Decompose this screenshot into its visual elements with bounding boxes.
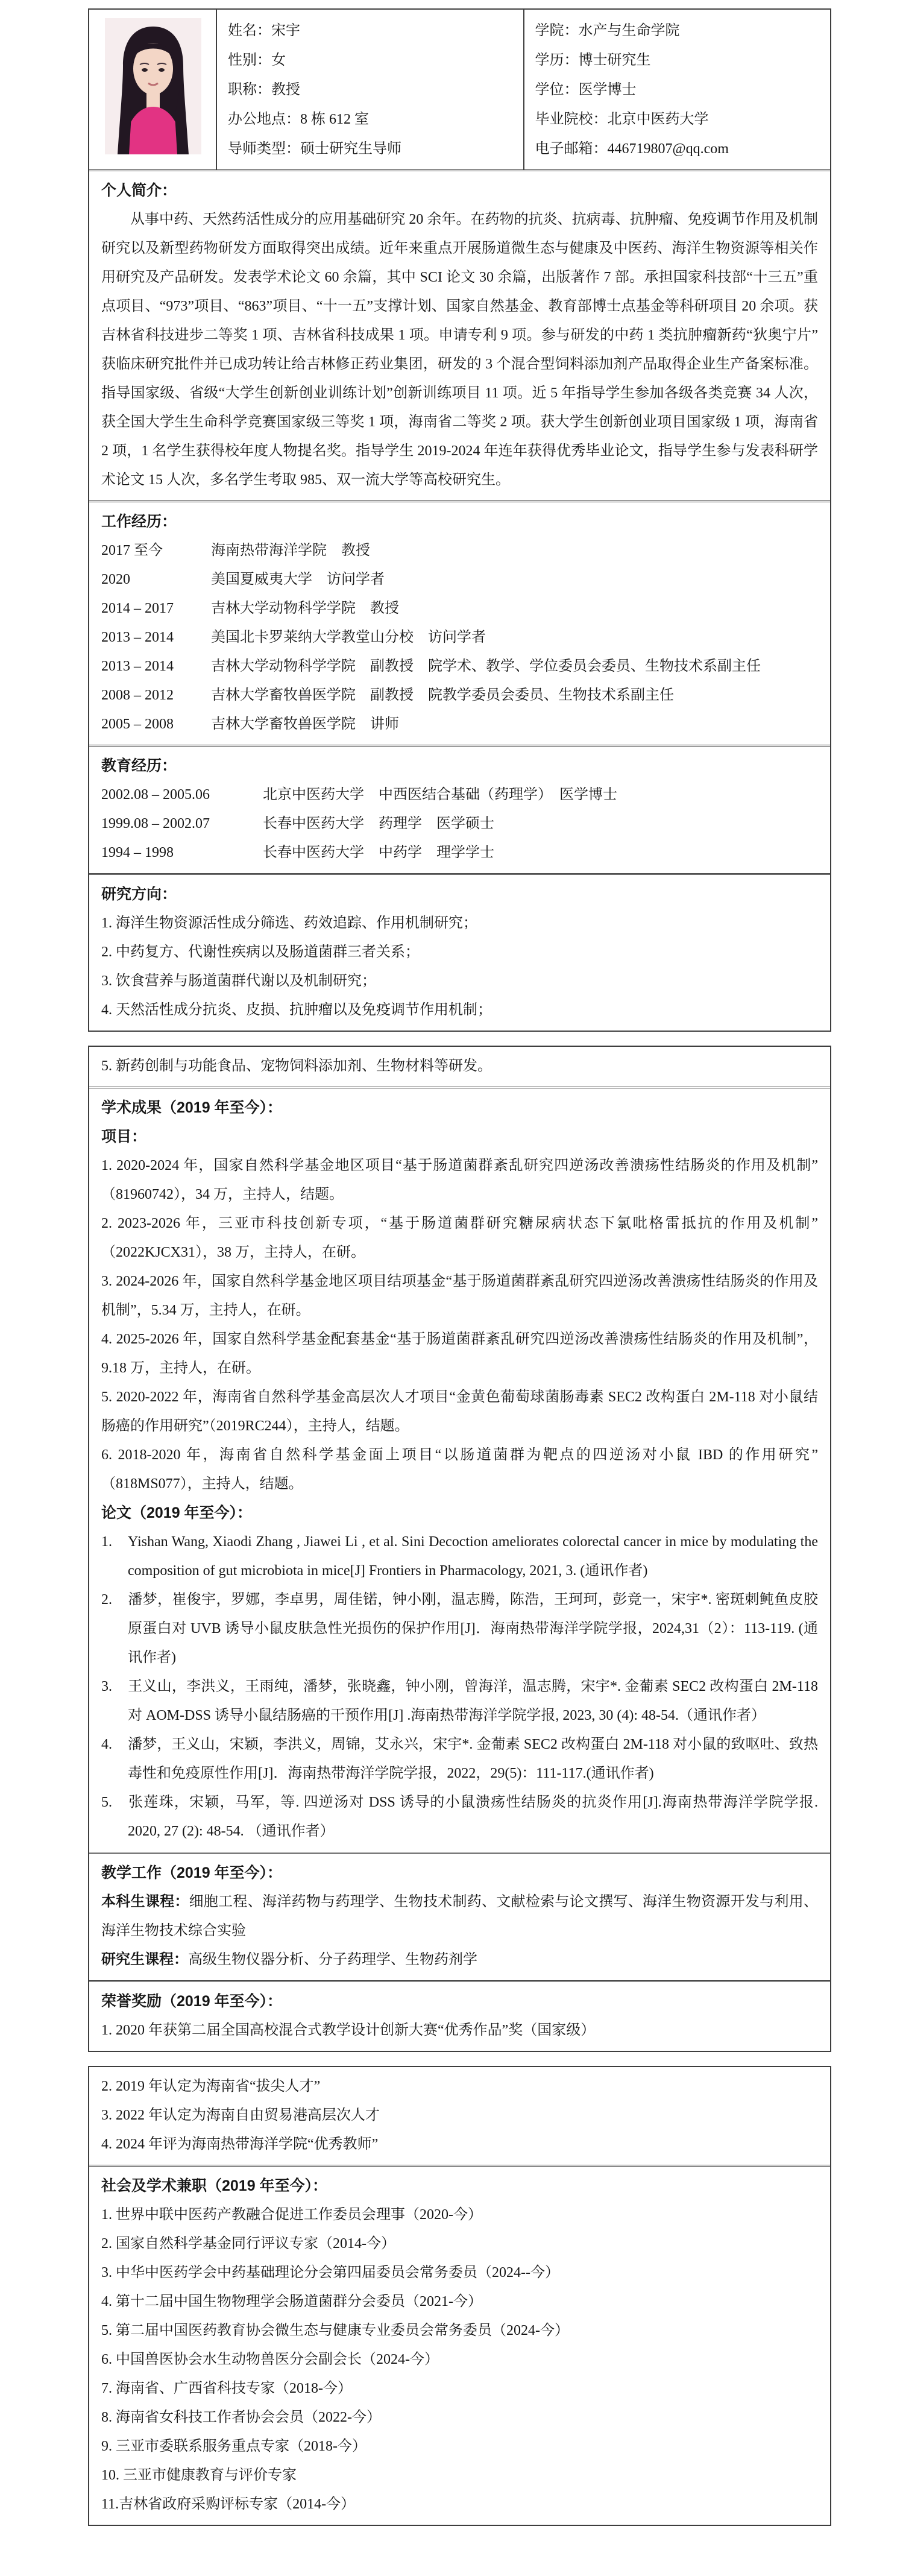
course-text: 细胞工程、海洋药物与药理学、生物技术制药、文献检索与论文撰写、海洋生物资源开发与利用、海洋生物技术综合实验 bbox=[101, 1894, 818, 1939]
research-heading: 研究方向： bbox=[101, 886, 177, 903]
page-1-table bbox=[88, 8, 831, 1032]
field-value: 女 bbox=[271, 52, 286, 68]
section-work bbox=[89, 500, 830, 745]
field-value: 水产与生命学院 bbox=[578, 23, 680, 39]
service-item: 4. 第十二届中国生物物理学会肠道菌群分会委员（2021-今） bbox=[101, 2294, 482, 2309]
field-value: 博士研究生 bbox=[578, 52, 651, 68]
paper-item bbox=[101, 1527, 818, 1585]
course-line bbox=[101, 1887, 818, 1945]
work-detail: 吉林大学动物科学学院 教授 bbox=[211, 601, 399, 616]
paper-item bbox=[101, 1788, 818, 1846]
edu-row bbox=[101, 780, 818, 809]
edu-heading: 教育经历： bbox=[101, 757, 177, 774]
course-line bbox=[101, 1945, 818, 1974]
section-edu bbox=[89, 745, 830, 873]
research-item: 2. 中药复方、代谢性疾病以及肠道菌群三者关系； bbox=[101, 944, 420, 960]
project-item: 4. 2025-2026 年，国家自然科学基金配套基金“基于肠道菌群紊乱研究四逆汤改善溃疡性结肠炎的作用及机制”，9.18 万，主持人，在研。 bbox=[101, 1331, 818, 1376]
honor-item: 3. 2022 年认定为海南自由贸易港高层次人才 bbox=[101, 2107, 380, 2123]
work-rows bbox=[101, 536, 818, 739]
paper-text: 王义山，李洪义，王雨纯，潘梦，张晓鑫，钟小刚，曾海洋，温志腾，宋宇*. 金葡素 SEC2 改构蛋白 2M-118 对 AOM-DSS 诱导小鼠结肠癌的干预作用[J] .海南热带海洋学院学报, 2023, 30 (4): 48-54.（通讯作者） bbox=[128, 1679, 818, 1723]
paper-item bbox=[101, 1730, 818, 1788]
research-item: 1. 海洋生物资源活性成分筛选、药效追踪、作用机制研究； bbox=[101, 915, 477, 931]
work-period: 2020 bbox=[101, 572, 130, 587]
service-item: 8. 海南省女科技工作者协会会员（2022-今） bbox=[101, 2410, 381, 2425]
paper-item bbox=[101, 1672, 818, 1730]
work-detail: 吉林大学动物科学学院 副教授 院学术、教学、学位委员会委员、生物技术系副主任 bbox=[211, 658, 761, 674]
paper-number: 3. bbox=[101, 1679, 112, 1694]
research-item: 3. 饮食营养与肠道菌群代谢以及机制研究； bbox=[101, 973, 376, 989]
section-honors bbox=[89, 1980, 830, 2051]
section-research-continued bbox=[89, 1047, 830, 1087]
page-3-table bbox=[88, 2066, 831, 2526]
work-row bbox=[101, 681, 818, 710]
work-detail: 海南热带海洋学院 教授 bbox=[211, 543, 370, 558]
header-info-table bbox=[89, 10, 830, 171]
edu-period: 1999.08 – 2002.07 bbox=[101, 816, 210, 832]
header-field bbox=[228, 105, 520, 134]
intro-paragraph: 从事中药、天然药活性成分的应用基础研究 20 余年。在药物的抗炎、抗病毒、抗肿瘤、免疫调节作用及机制研究以及新型药物研发方面取得突出成绩。近年来重点开展肠道微生态与健康及中医药、海洋生物资源等相关作用研究及产品研发。发表学术论文 60 余篇，其中 SCI 论文 30 余篇，出版著作 7 部。承担国家科技部“十三五”重点项目、“973”项目、“863”项目、“十一五”支撑计划、国家自然基金、教育部博士点基金等科研项目 20 余项。获吉林省科技进步二等奖 1 项、吉林省科技成果 1 项。申请专利 9 项。参与研发的中药 1 类抗肿瘤新药“狄奥宁片”获临床研究批件并已成功转让给吉林修正药业集团，研发的 3 个混合型饲料添加剂产品取得企业生产备案标准。指导国家级、省级“大学生创新创业训练计划”创新训练项目 11 项。近 5 年指导学生参加各级各类竞赛 34 人次，获全国大学生生命科学竞赛国家级三等奖 1 项，海南省二等奖 2 项。获大学生创新创业项目国家级 1 项，海南省 2 项，1 名学生获得校年度人物提名奖。指导学生 2019-2024 年连年获得优秀毕业论文，指导学生参与发表科研学术论文 15 人次，多名学生考取 985、双一流大学等高校研究生。 bbox=[101, 212, 818, 488]
field-label: 性别： bbox=[228, 52, 271, 68]
edu-detail: 北京中医药大学 中西医结合基础（药理学） 医学博士 bbox=[263, 787, 617, 803]
honors-heading: 荣誉奖励（2019 年至今）： bbox=[101, 1993, 283, 2010]
edu-period: 1994 – 1998 bbox=[101, 845, 174, 860]
course-label: 本科生课程： bbox=[101, 1893, 189, 1910]
portrait-photo bbox=[105, 18, 201, 154]
edu-detail: 长春中医药大学 中药学 理学学士 bbox=[263, 845, 494, 860]
service-item: 1. 世界中联中医药产教融合促进工作委员会理事（2020-今） bbox=[101, 2207, 482, 2223]
work-row bbox=[101, 565, 818, 594]
field-label: 姓名： bbox=[228, 23, 271, 39]
work-period: 2014 – 2017 bbox=[101, 601, 174, 616]
field-value: 宋宇 bbox=[271, 23, 300, 39]
service-items bbox=[101, 2200, 818, 2519]
honor-item: 4. 2024 年评为海南热带海洋学院“优秀教师” bbox=[101, 2136, 379, 2152]
course-label: 研究生课程： bbox=[101, 1951, 188, 1968]
service-item: 9. 三亚市委联系服务重点专家（2018-今） bbox=[101, 2439, 367, 2454]
service-heading: 社会及学术兼职（2019 年至今）： bbox=[101, 2177, 328, 2194]
field-label: 电子邮箱： bbox=[535, 141, 608, 157]
project-item: 2. 2023-2026 年，三亚市科技创新专项，“基于肠道菌群研究糖尿病状态下氯吡格雷抵抗的作用及机制”（2022KJCX31），38 万，主持人，在研。 bbox=[101, 1216, 818, 1260]
photo-cell bbox=[89, 10, 217, 169]
section-teaching bbox=[89, 1852, 830, 1980]
paper-number: 1. bbox=[101, 1534, 112, 1550]
header-field bbox=[535, 46, 827, 75]
honors-items bbox=[101, 2016, 818, 2045]
work-period: 2005 – 2008 bbox=[101, 716, 174, 732]
intro-heading: 个人简介： bbox=[101, 182, 177, 199]
paper-text: 张莲珠，宋颖，马军，等. 四逆汤对 DSS 诱导的小鼠溃疡性结肠炎的抗炎作用[J].海南热带海洋学院学报. 2020, 27 (2): 48-54. （通讯作者） bbox=[128, 1795, 818, 1839]
honors-items bbox=[101, 2072, 818, 2159]
field-label: 办公地点： bbox=[228, 112, 300, 127]
work-period: 2013 – 2014 bbox=[101, 630, 174, 645]
paper-number: 5. bbox=[101, 1795, 112, 1810]
field-label: 职称： bbox=[228, 82, 271, 98]
edu-detail: 长春中医药大学 药理学 医学硕士 bbox=[263, 816, 494, 832]
header-fields-left bbox=[217, 10, 524, 169]
paper-item bbox=[101, 1585, 818, 1672]
project-item: 3. 2024-2026 年，国家自然科学基金地区项目结项基金“基于肠道菌群紊乱研究四逆汤改善溃疡性结肠炎的作用及机制”，5.34 万，主持人，在研。 bbox=[101, 1274, 818, 1318]
section-intro bbox=[89, 171, 830, 500]
course-lines bbox=[101, 1887, 818, 1974]
research-items bbox=[101, 909, 818, 1024]
work-period: 2008 – 2012 bbox=[101, 687, 174, 703]
section-achievements bbox=[89, 1087, 830, 1852]
field-value: 446719807@qq.com bbox=[607, 141, 729, 157]
section-honors-continued bbox=[89, 2067, 830, 2165]
edu-period: 2002.08 – 2005.06 bbox=[101, 787, 210, 803]
edu-rows bbox=[101, 780, 818, 867]
header-field bbox=[535, 105, 827, 134]
field-label: 学位： bbox=[535, 82, 579, 98]
service-item: 2. 国家自然科学基金同行评议专家（2014-今） bbox=[101, 2236, 395, 2252]
research-item: 5. 新药创制与功能食品、宠物饲料添加剂、生物材料等研发。 bbox=[101, 1058, 492, 1074]
work-detail: 吉林大学畜牧兽医学院 讲师 bbox=[211, 716, 399, 732]
honor-item: 1. 2020 年获第二届全国高校混合式教学设计创新大赛“优秀作品”奖（国家级） bbox=[101, 2022, 596, 2038]
header-field bbox=[228, 16, 520, 46]
service-item: 11.吉林省政府采购评标专家（2014-今） bbox=[101, 2496, 356, 2512]
field-value: 教授 bbox=[271, 82, 300, 98]
field-value: 8 栋 612 室 bbox=[300, 112, 369, 127]
header-field bbox=[535, 134, 827, 164]
projects-heading: 项目： bbox=[101, 1128, 147, 1145]
project-item: 6. 2018-2020 年，海南省自然科学基金面上项目“以肠道菌群为靶点的四逆汤对小鼠 IBD 的作用研究”（818MS077），主持人，结题。 bbox=[101, 1447, 818, 1492]
work-detail: 美国北卡罗莱纳大学教堂山分校 访问学者 bbox=[211, 630, 486, 645]
work-period: 2013 – 2014 bbox=[101, 658, 174, 674]
header-fields-right bbox=[524, 10, 831, 169]
field-label: 学历： bbox=[535, 52, 579, 68]
section-service bbox=[89, 2165, 830, 2525]
papers-heading: 论文（2019 年至今）： bbox=[101, 1504, 253, 1521]
section-research bbox=[89, 873, 830, 1031]
service-item: 3. 中华中医药学会中药基础理论分会第四届委员会常务委员（2024--今） bbox=[101, 2265, 559, 2281]
work-row bbox=[101, 536, 818, 565]
service-item: 6. 中国兽医协会水生动物兽医分会副会长（2024-今） bbox=[101, 2352, 439, 2367]
teaching-heading: 教学工作（2019 年至今）： bbox=[101, 1864, 283, 1881]
edu-row bbox=[101, 809, 818, 838]
header-field bbox=[535, 75, 827, 105]
service-item: 5. 第二届中国医药教育协会微生态与健康专业委员会常务委员（2024-今） bbox=[101, 2323, 569, 2338]
field-value: 医学博士 bbox=[578, 82, 637, 98]
project-item: 1. 2020-2024 年，国家自然科学基金地区项目“基于肠道菌群紊乱研究四逆汤改善溃疡性结肠炎的作用及机制”（81960742），34 万，主持人，结题。 bbox=[101, 1158, 818, 1202]
header-field bbox=[228, 134, 520, 164]
paper-text: Yishan Wang, Xiaodi Zhang , Jiawei Li , et al. Sini Decoction ameliorates colorectal cancer in mice by modulating the composition of gut microbiota in mice[J] Frontiers in Pharmacology, 2021, 3. (通讯作者) bbox=[128, 1534, 818, 1579]
field-value: 北京中医药大学 bbox=[607, 112, 709, 127]
work-period: 2017 至今 bbox=[101, 543, 163, 558]
service-item: 7. 海南省、广西省科技专家（2018-今） bbox=[101, 2381, 352, 2396]
paper-number: 2. bbox=[101, 1592, 112, 1608]
paper-text: 潘梦，王义山，宋颖，李洪义，周锦，艾永兴，宋宇*. 金葡素 SEC2 改构蛋白 2M-118 对小鼠的致呕吐、致热毒性和免疫原性作用[J]．海南热带海洋学院学报，2022，29(5)：111-117.(通讯作者) bbox=[128, 1737, 818, 1781]
work-row bbox=[101, 710, 818, 739]
page-2-table bbox=[88, 1046, 831, 2052]
work-row bbox=[101, 594, 818, 623]
service-item: 10. 三亚市健康教育与评价专家 bbox=[101, 2467, 297, 2483]
field-label: 毕业院校： bbox=[535, 112, 608, 127]
honor-item: 2. 2019 年认定为海南省“拔尖人才” bbox=[101, 2079, 321, 2094]
field-label: 导师类型： bbox=[228, 141, 300, 157]
work-heading: 工作经历： bbox=[101, 513, 177, 530]
project-list bbox=[101, 1151, 818, 1498]
field-value: 硕士研究生导师 bbox=[300, 141, 401, 157]
work-row bbox=[101, 623, 818, 652]
work-row bbox=[101, 652, 818, 681]
paper-number: 4. bbox=[101, 1737, 112, 1752]
header-field bbox=[535, 16, 827, 46]
course-text: 高级生物仪器分析、分子药理学、生物药剂学 bbox=[188, 1952, 477, 1968]
header-field bbox=[228, 46, 520, 75]
achievements-heading: 学术成果（2019 年至今）： bbox=[101, 1099, 283, 1116]
research-item: 4. 天然活性成分抗炎、皮损、抗肿瘤以及免疫调节作用机制； bbox=[101, 1002, 492, 1018]
work-detail: 吉林大学畜牧兽医学院 副教授 院教学委员会委员、生物技术系副主任 bbox=[211, 687, 674, 703]
field-label: 学院： bbox=[535, 23, 579, 39]
header-field bbox=[228, 75, 520, 105]
paper-list bbox=[101, 1527, 818, 1846]
work-detail: 美国夏威夷大学 访问学者 bbox=[211, 572, 385, 587]
edu-row bbox=[101, 838, 818, 867]
project-item: 5. 2020-2022 年，海南省自然科学基金高层次人才项目“金黄色葡萄球菌肠毒素 SEC2 改构蛋白 2M-118 对小鼠结肠癌的作用研究”（2019RC244），主持人，结题。 bbox=[101, 1389, 818, 1434]
paper-text: 潘梦，崔俊宇，罗娜，李卓男，周佳锘，钟小刚，温志腾，陈浩，王珂珂，彭竞一，宋宇*. 密斑刺鲀鱼皮胶原蛋白对 UVB 诱导小鼠皮肤急性光损伤的保护作用[J]．海南热带海洋学院学报，2024,31（2）：113-119. (通讯作者) bbox=[128, 1592, 818, 1665]
